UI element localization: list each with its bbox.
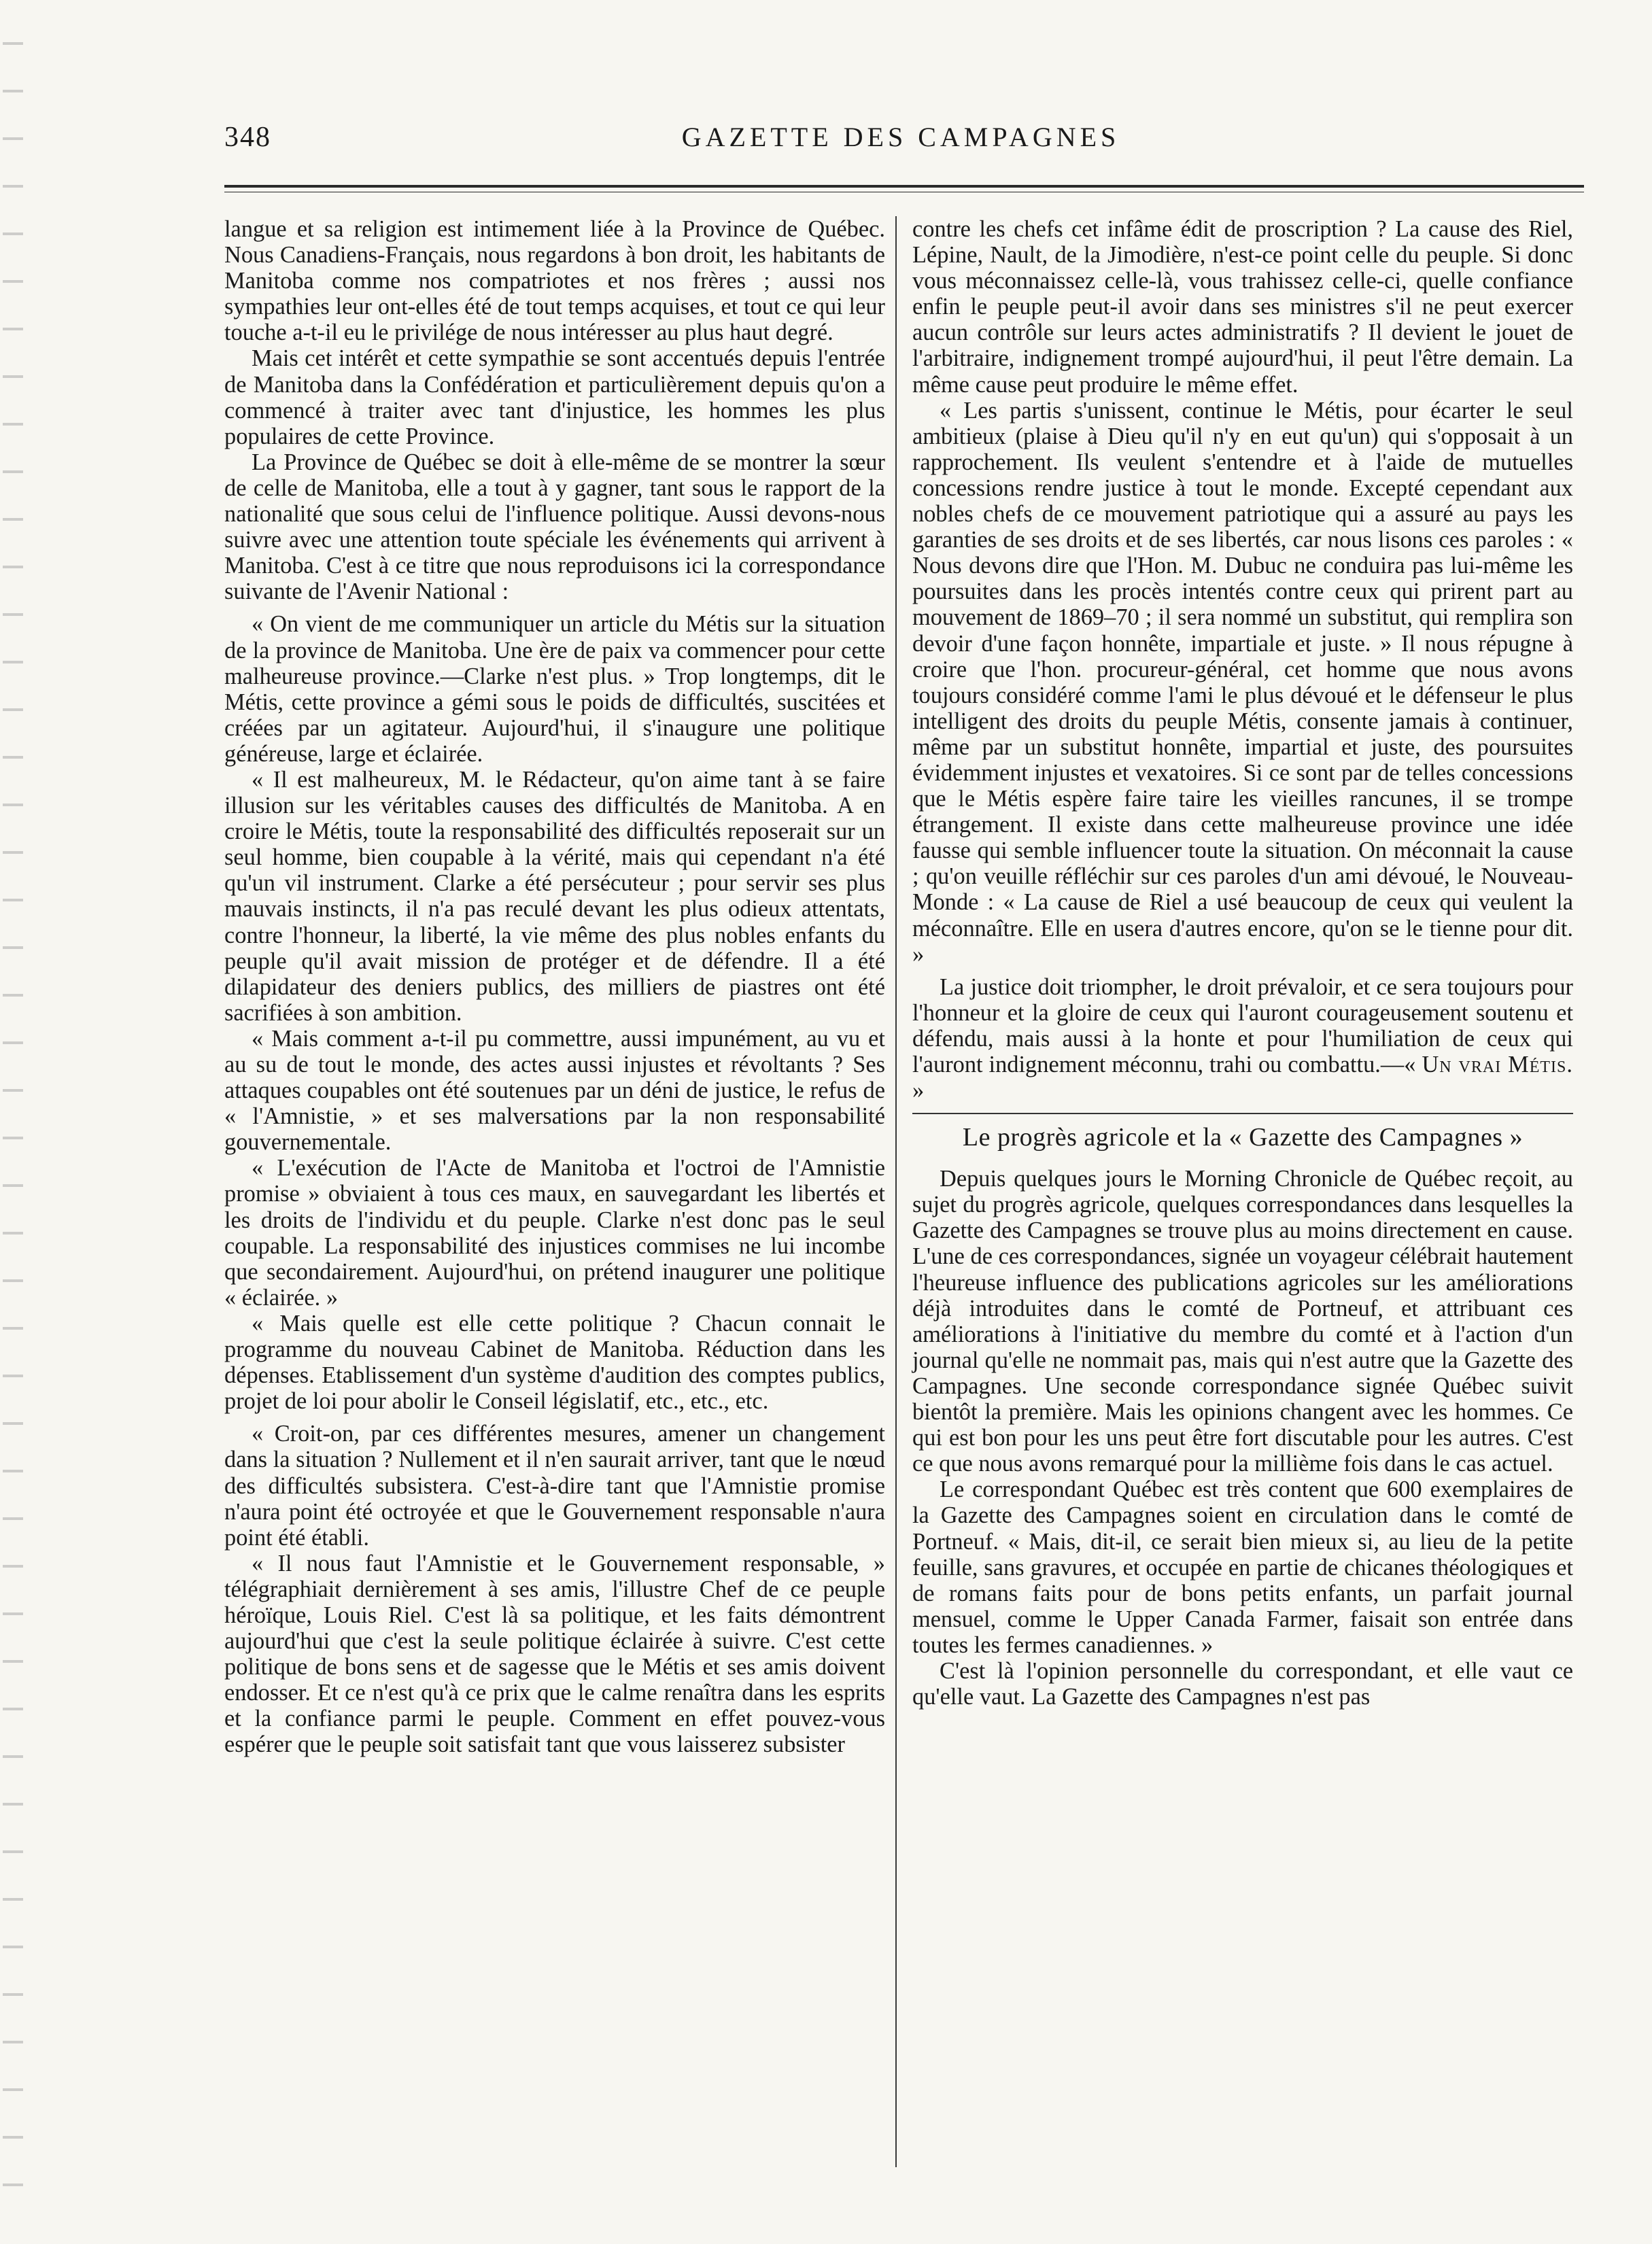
paragraph: Depuis quelques jours le Morning Chronicle de Québec reçoit, au sujet du progrès agricole, quelques correspondances dans lesquelles la Gazette des Campagnes se trouve plus au moins directement en cause. L'une de ces correspondances, signée un voyageur célébrait hautement l'heureuse influence des publications agricoles sur les améliorations déjà introduites dans le comté de Portneuf, et attribuant ces améliorations à l'initiative du membre du comté et à l'action d'un journal qu'elle ne nommait pas, mais qui n'est autre que la Gazette des Campagnes. Une seconde correspondance signée Québec suivit bientôt la première. Mais les opinions changent avec les hommes. Ce qui est bon pour les uns peut être fort discutable pour les autres. C'est ce que nous avons remarqué pour la millième fois dans le cas actuel. — [912, 1166, 1573, 1477]
right-column — [912, 216, 1573, 1710]
paragraph: « L'exécution de l'Acte de Manitoba et l'octroi de l'Amnistie promise » obviaient à tous ces maux, en sauvegardant les libertés et les droits de l'individu et du peuple. Clarke n'est donc pas le seul coupable. La responsabilité des injustices commises ne lui incombe que secondairement. Aujourd'hui, on prétend inaugurer une politique « éclairée. » — [224, 1155, 885, 1311]
page-number: 348 — [224, 122, 271, 153]
signature-close: » — [912, 1077, 925, 1104]
closing-paragraph — [912, 974, 1573, 1103]
closing-text: La justice doit triompher, le droit prévaloir, et ce sera toujours pour l'honneur et la gloire de ceux qui l'auront courageusement soutenu et défendu, mais aussi à la honte et pour l'humiliation de ceux qui l'auront indignement méconnu, trahi ou combattu.—« — [912, 973, 1573, 1077]
paragraph: contre les chefs cet infâme édit de proscription ? La cause des Riel, Lépine, Nault, de la Jimodière, n'est-ce point celle du peuple. Si donc vous méconnaissez celle-là, vous trahissez celle-ci, quelle confiance enfin le peuple peut-il avoir dans ses ministres s'il ne peut exercer aucun contrôle sur leurs actes administratifs ? Il devient le jouet de l'arbitraire, indignement trompé aujourd'hui, il peut l'être demain. La même cause peut produire le même effet. — [912, 216, 1573, 398]
running-title: GAZETTE DES CAMPAGNES — [681, 122, 1120, 152]
paragraph: « Les partis s'unissent, continue le Métis, pour écarter le seul ambitieux (plaise à Dieu qu'il n'y en eut qu'un) qui s'opposait à un rapprochement. Ils veulent s'entendre et à l'aide de mutuelles concessions rendre justice à tout le monde. Excepté cependant aux nobles chefs de ce mouvement patriotique qui a assuré au pays les garanties de ses droits et de ses libertés, car nous lisons ces paroles : « Nous devons dire que l'Hon. M. Dubuc ne conduira pas lui-même les poursuites dans les procès intentés contre ceux qui prirent part au mouvement de 1869–70 ; il sera nommé un substitut, qui remplira son devoir d'une façon honnête, impartiale et juste. » Il nous répugne à croire que l'hon. procureur-général, cet homme que nous avons toujours considéré comme l'ami le plus dévoué et le défenseur le plus intelligent des droits du peuple Métis, consente jamais à continuer, même par un substitut honnête, impartial et juste, des poursuites évidemment injustes et vexatoires. Si ce sont par de telles concessions que le Métis espère faire taire les vieilles rancunes, il se trompe étrangement. Il existe dans cette malheureuse province une idée fausse qui semble influencer toute la situation. On méconnait la cause ; qu'on veuille réfléchir sur ces paroles d'un ami dévoué, le Nouveau-Monde : « La cause de Riel a usé beaucoup de ceux qui veulent la méconnaître. Elle en usera d'autres encore, qu'on se le tienne pour dit. » — [912, 397, 1573, 967]
paragraph: La Province de Québec se doit à elle-même de se montrer la sœur de celle de Manitoba, elle a tout à y gagner, tant sous le rapport de la nationalité que sous celui de l'influence politique. Aussi devons-nous suivre avec une attention toute spéciale les événements qui arrivent à Manitoba. C'est à ce titre que nous reproduisons ici la correspondance suivante de l'Avenir National : — [224, 449, 885, 605]
paragraph: « Mais quelle est elle cette politique ? Chacun connait le programme du nouveau Cabinet de Manitoba. Réduction dans les dépenses. Etablissement d'un système d'audition des comptes publics, projet de loi pour abolir le Conseil législatif, etc., etc., etc. — [224, 1310, 885, 1415]
header-rule — [224, 185, 1584, 188]
column-divider — [895, 216, 897, 2167]
signature: Un vrai Métis. — [1422, 1052, 1573, 1077]
paragraph: C'est là l'opinion personnelle du correspondant, et elle vaut ce qu'elle vaut. La Gazette des Campagnes n'est pas — [912, 1657, 1573, 1710]
paragraph: « On vient de me communiquer un article du Métis sur la situation de la province de Manitoba. Une ère de paix va commencer pour cette malheureuse province.—Clarke n'est plus. » Trop longtemps, dit le Métis, cette province a gémi sous le poids de difficultés, suscitées et créées par un agitateur. Aujourd'hui, il s'inaugure une politique généreuse, large et éclairée. — [224, 611, 885, 767]
paragraph: « Il est malheureux, M. le Rédacteur, qu'on aime tant à se faire illusion sur les véritables causes des difficultés de Manitoba. A en croire le Métis, toute la responsabilité des difficultés reposerait sur un seul homme, bien coupable à la vérité, mais qui cependant n'a été qu'un vil instrument. Clarke a été persécuteur ; pour servir ses plus mauvais instincts, il n'a pas reculé devant les plus odieux attentats, contre l'honneur, la liberté, la vie même des plus nobles enfants du peuple qu'il avait mission de protéger et de défendre. Il a été dilapidateur des deniers publics, des milliers de piastres ont été sacrifiées à son ambition. — [224, 766, 885, 1026]
paragraph: langue et sa religion est intimement liée à la Province de Québec. Nous Canadiens-Français, nous regardons à bon droit, les habitants de Manitoba comme nos compatriotes et nos frères ; aussi nos sympathies leur ont-elles été de tout temps acquises, et tout ce qui leur touche a-t-il eu le privilége de nous intéresser au plus haut degré. — [224, 216, 885, 346]
section-title: Le progrès agricole et la « Gazette des Campagnes » — [962, 1123, 1524, 1152]
section-separator — [912, 1113, 1573, 1114]
left-column — [224, 216, 885, 1758]
paragraph: Le correspondant Québec est très content que 600 exemplaires de la Gazette des Campagnes soient en circulation dans le comté de Portneuf. « Mais, dit-il, ce serait bien mieux si, au lieu de la petite feuille, sans gravures, et occupée en partie de chicanes théologiques et de romans faits pour de bons petits enfants, un parfait journal mensuel, comme le Upper Canada Farmer, faisait son entrée dans toutes les fermes canadiennes. » — [912, 1477, 1573, 1658]
scan-edge-marks — [3, 27, 23, 2203]
paragraph: « Il nous faut l'Amnistie et le Gouvernement responsable, » télégraphiait dernièrement à ses amis, l'illustre Chef de ce peuple héroïque, Louis Riel. C'est là sa politique, et les faits démontrent aujourd'hui que c'est la seule politique éclairée à suivre. C'est cette politique de bons sens et de sagesse que le Métis et ses amis doivent endosser. Et ce n'est qu'à ce prix que le calme renaîtra dans les esprits et la confiance parmi le peuple. Comment en effet pouvez-vous espérer que le peuple soit satisfait tant que vous laisserez subsister — [224, 1550, 885, 1758]
page-header — [224, 121, 1577, 162]
paragraph: « Croit-on, par ces différentes mesures, amener un changement dans la situation ? Nullement et il n'en saurait arriver, tant que le nœud des difficultés subsistera. C'est-à-dire tant que l'Amnistie promise n'aura point été octroyée et que le Gouvernement responsable n'aura point été établi. — [224, 1421, 885, 1551]
paragraph: Mais cet intérêt et cette sympathie se sont accentués depuis l'entrée de Manitoba dans la Confédération et particulièrement depuis qu'on a commencé à traiter avec tant d'injustice, les hommes les plus populaires de cette Province. — [224, 345, 885, 449]
paragraph: « Mais comment a-t-il pu commettre, aussi impunément, au vu et au su de tout le monde, des actes aussi injustes et révoltants ? Ses attaques coupables ont été soutenues par un déni de justice, le refus de « l'Amnistie, » et ses malversations par la non responsabilité gouvernementale. — [224, 1025, 885, 1156]
